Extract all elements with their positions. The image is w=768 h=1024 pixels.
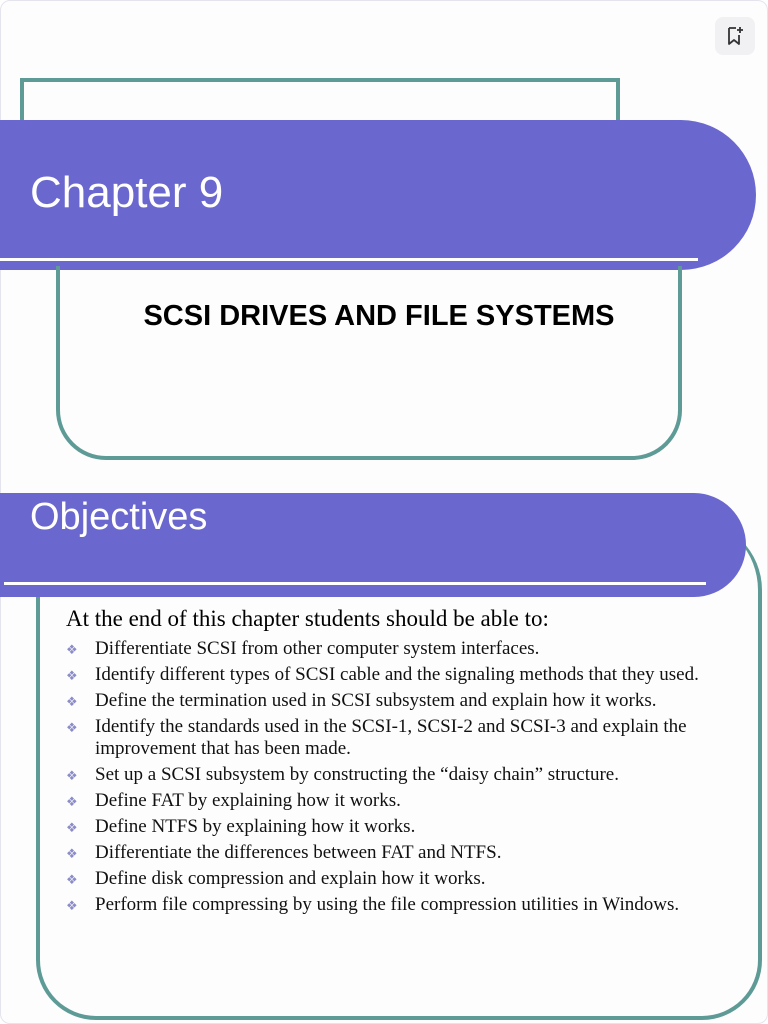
diamond-bullet-icon: ❖ [66,794,78,809]
list-item [66,868,726,890]
objective-text: Differentiate the differences between FAT and NTFS. [95,842,502,863]
banner-divider [4,582,706,585]
bookmark-add-icon [726,26,744,46]
list-item [66,638,726,660]
objective-text: Identify the standards used in the SCSI-1, SCSI-2 and SCSI-3 and explain the improvement that has been made. [95,716,687,759]
objectives-list [66,638,726,920]
list-item [66,716,726,760]
list-item [66,816,726,838]
objective-text: Differentiate SCSI from other computer system interfaces. [95,638,540,659]
objective-text: Define FAT by explaining how it works. [95,790,401,811]
objective-text: Perform file compressing by using the file compression utilities in Windows. [95,894,680,915]
chapter-subtitle: SCSI DRIVES AND FILE SYSTEMS [143,300,615,332]
list-item [66,764,726,786]
objective-text: Identify different types of SCSI cable and the signaling methods that they used. [95,664,699,685]
list-item [66,664,726,686]
chapter-title: Chapter 9 [30,168,224,217]
diamond-bullet-icon: ❖ [66,642,78,657]
slide1-frame-bottom [56,266,682,460]
bookmark-button[interactable] [715,17,755,55]
diamond-bullet-icon: ❖ [66,668,78,683]
list-item [66,790,726,812]
diamond-bullet-icon: ❖ [66,846,78,861]
objective-text: Define NTFS by explaining how it works. [95,816,416,837]
list-item [66,894,726,916]
list-item [66,690,726,712]
objectives-intro: At the end of this chapter students should be able to: [66,606,549,631]
diamond-bullet-icon: ❖ [66,720,78,735]
objective-text: Set up a SCSI subsystem by constructing the “daisy chain” structure. [95,764,619,785]
diamond-bullet-icon: ❖ [66,768,78,783]
objectives-heading: Objectives [30,496,208,538]
diamond-bullet-icon: ❖ [66,872,78,887]
objective-text: Define the termination used in SCSI subsystem and explain how it works. [95,690,657,711]
banner-divider [0,258,698,261]
diamond-bullet-icon: ❖ [66,898,78,913]
diamond-bullet-icon: ❖ [66,694,78,709]
diamond-bullet-icon: ❖ [66,820,78,835]
list-item [66,842,726,864]
objective-text: Define disk compression and explain how it works. [95,868,486,889]
